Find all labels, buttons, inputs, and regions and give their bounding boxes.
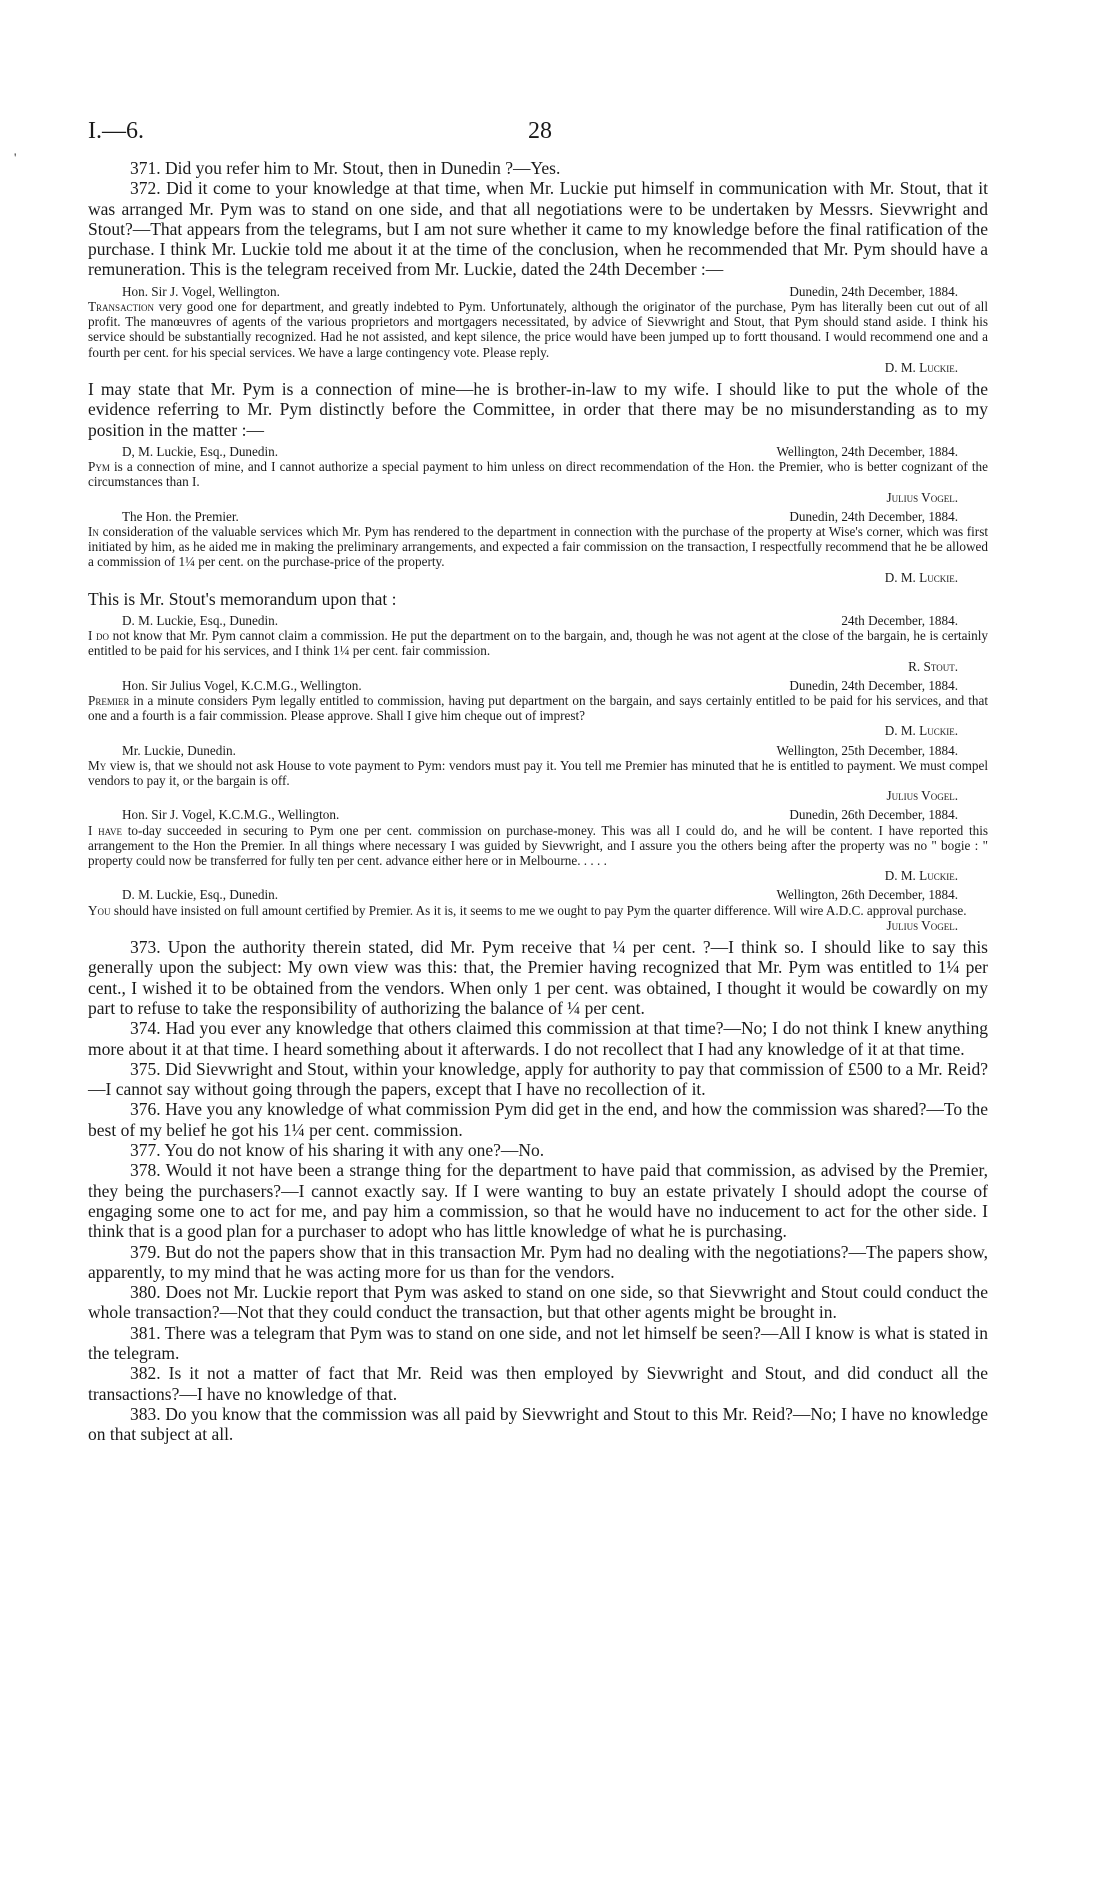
telegram-to: D. M. Luckie, Esq., Dunedin. (122, 887, 279, 903)
telegram-to: The Hon. the Premier. (122, 508, 239, 524)
telegram-place-date: Dunedin, 24th December, 1884. (789, 677, 958, 693)
telegram-place-date: Wellington, 24th December, 1884. (776, 443, 958, 459)
telegram (88, 509, 988, 585)
telegram-lead: My (88, 757, 107, 773)
telegram-to: Hon. Sir J. Vogel, Wellington. (122, 283, 280, 299)
page-number: 28 (528, 118, 552, 144)
telegram-to: D. M. Luckie, Esq., Dunedin. (122, 613, 279, 629)
telegram (88, 613, 988, 674)
telegram-lead: I do (88, 628, 110, 644)
document-page (14, 118, 988, 1445)
telegram-place-date: 24th December, 1884. (841, 613, 958, 629)
telegram-signature: D. M. Luckie. (884, 868, 958, 884)
question-379: 379. But do not the papers show that in this transaction Mr. Pym had no dealing with the negotiations?—The papers show, apparently, to my mind that he was acting more for us than for the vendors. (88, 1241, 988, 1282)
telegram-place-date: Dunedin, 24th December, 1884. (789, 508, 958, 524)
memorandum-intro: This is Mr. Stout's memorandum upon that : (88, 588, 397, 609)
telegram-place-date: Dunedin, 24th December, 1884. (789, 283, 958, 299)
telegram-signature: D. M. Luckie. (884, 569, 958, 585)
telegram-lead: You (88, 902, 111, 918)
telegram-to: Hon. Sir Julius Vogel, K.C.M.G., Wellington. (122, 677, 362, 693)
telegram-signature: R. Stout. (908, 658, 958, 674)
telegram-body: not know that Mr. Pym cannot claim a commission. He put the department on to the bargain, and, though he was not agent at the close of the bargain, he is certainly entitled to be paid for his services, and I think 1¼ per cent. fair commission. (88, 628, 988, 659)
telegram-signature: D. M. Luckie. (884, 723, 958, 739)
question-381: 381. There was a telegram that Pym was to stand on one side, and not let himself be seen?—All I know is what is stated in the telegram. (88, 1322, 988, 1364)
question-371: 371. Did you refer him to Mr. Stout, then in Dunedin ?—Yes. (130, 158, 561, 178)
telegram-body: should have insisted on full amount certified by Premier. As it is, it seems to me we ought to pay Pym the quarter difference. Will wire A.D.C. approval purchase. (110, 902, 967, 918)
telegram-place-date: Wellington, 26th December, 1884. (776, 887, 958, 903)
telegram-signature: Julius Vogel. (886, 489, 958, 505)
telegram-body: in a minute considers Pym legally entitled to commission, having put department on the bargain, and says certainly entitled to be paid for his services, and that one and a fourth is a fair commission. Please approve. Shall I give him cheque out of imprest? (88, 693, 988, 724)
telegram-signature: Julius Vogel. (886, 788, 958, 804)
question-372: 372. Did it come to your knowledge at that time, when Mr. Luckie put himself in communication with Mr. Stout, that it was arranged Mr. Pym was to stand on one side, and that all negotiations were to be undertaken by Messrs. Sievwright and Stout?—That appears from the telegrams, but I am not sure whether it came to my knowledge before the final ratification of the purchase. I think Mr. Luckie told me about it at the time of the conclusion, when he recommended that Mr. Pym should have a remuneration. This is the telegram received from Mr. Luckie, dated the 24th December :— (88, 178, 988, 280)
telegram (88, 678, 988, 739)
telegram-lead: Premier (88, 693, 130, 709)
question-382: 382. Is it not a matter of fact that Mr. Reid was then employed by Sievwright and Stout, and did conduct all the transactions?—I have no knowledge of that. (88, 1363, 988, 1404)
telegram-body: consideration of the valuable services which Mr. Pym has rendered to the department in connection with the purchase of the property at Wise's corner, which was first initiated by him, as he aided me in making the preliminary arrangements, and expected a fair commission on the transaction, I respectfully recommend that he be allowed a commission of 1¼ per cent. on the purchase-price of the property. (88, 523, 988, 570)
witness-statement: I may state that Mr. Pym is a connection of mine—he is brother-in-law to my wife. I should like to put the whole of the evidence referring to Mr. Pym distinctly before the Committee, in order that there may be no misunderstanding as to my position in the matter :— (88, 379, 988, 440)
telegram (88, 743, 988, 804)
question-380: 380. Does not Mr. Luckie report that Pym was asked to stand on one side, so that Sievwright and Stout could conduct the whole transaction?—Not that they could conduct the transaction, but that other agents might be brought in. (88, 1282, 988, 1323)
question-376: 376. Have you any knowledge of what commission Pym did get in the end, and how the commission was shared?—To the best of my belief he got his 1¼ per cent. commission. (88, 1099, 988, 1140)
question-374: 374. Had you ever any knowledge that others claimed this commission at that time?—No; I do not think I knew anything more about it at that time. I heard something about it afterwards. I do not recollect that I had any knowledge of it at that time. (88, 1018, 988, 1059)
telegram (88, 284, 988, 375)
telegram-lead: I have (88, 822, 122, 838)
telegram-to: Mr. Luckie, Dunedin. (122, 742, 236, 758)
telegram-body: view is, that we should not ask House to vote payment to Pym: vendors must pay it. You tell me Premier has minuted that he is entitled to payment. We must compel vendors to pay it, or the bargain is off. (88, 757, 988, 789)
document-reference: I.—6. (88, 118, 144, 144)
telegram-body: very good one for department, and greatly indebted to Pym. Unfortunately, although the originator of the purchase, Pym has literally been cut out of all profit. The manœuvres of agents of the various proprietors and mortgagers necessitated, by advice of Sievwright and Stout, that Pym should stand aside. I think his service should be substantially recognized. Had he not assisted, and kept silence, the price would have been jumped up to fortt thousand. I would recommend one and a fourth per cent. for his special services. We have a large contingency vote. Please reply. (88, 298, 988, 360)
margin-mark: ' (14, 150, 17, 165)
question-378: 378. Would it not have been a strange thing for the department to have paid that commission, as advised by the Premier, they being the purchasers?—I cannot exactly say. If I were wanting to buy an estate privately I should adopt the course of engaging some one to act for me, and pay him a commission, so that he would have no inducement to act for the other side. I think that is a good plan for a purchaser to adopt who has little knowledge of what he is purchasing. (88, 1160, 988, 1242)
telegram-place-date: Wellington, 25th December, 1884. (776, 742, 958, 758)
telegram (88, 887, 988, 933)
telegram-lead: In (88, 523, 99, 539)
telegram-to: D, M. Luckie, Esq., Dunedin. (122, 443, 279, 459)
question-383: 383. Do you know that the commission was all paid by Sievwright and Stout to this Mr. Reid?—No; I have no knowledge on that subject at all. (88, 1403, 988, 1445)
telegram-body: is a connection of mine, and I cannot authorize a special payment to him unless on direct recommendation of the Hon. the Premier, who is better cognizant of the circumstances than I. (88, 459, 988, 490)
question-377: 377. You do not know of his sharing it with any one?—No. (130, 1140, 545, 1161)
telegram (88, 807, 988, 883)
page-header (14, 118, 988, 165)
telegram-to: Hon. Sir J. Vogel, K.C.M.G., Wellington. (122, 807, 340, 823)
telegram (88, 444, 988, 505)
telegram-body: to-day succeeded in securing to Pym one per cent. commission on purchase-money. This was all I could do, and he will be content. I have reported this arrangement to the Hon the Premier. In all things where necessary I was guided by Sievwright, and I assure you the others being after the property was no " bogie : " property could now be transferred for fully ten per cent. advance either here or in Melbourne. . . . . (88, 822, 988, 869)
question-373: 373. Upon the authority therein stated, did Mr. Pym receive that ¼ per cent. ?—I think so. I should like to say this generally upon the subject: My own view was this: that, the Premier having recognized that Mr. Pym was entitled to 1¼ per cent., I wished it to be obtained from the vendors. When only 1 per cent. was obtained, I thought it would be cowardly on my part to refuse to take the responsibility of authorizing the balance of ¼ per cent. (88, 937, 988, 1018)
telegram-signature: D. M. Luckie. (884, 359, 958, 375)
telegram-lead: Pym (88, 459, 110, 475)
telegram-lead: Transaction (88, 298, 155, 314)
telegram-place-date: Dunedin, 26th December, 1884. (789, 807, 958, 823)
telegram-signature: Julius Vogel. (886, 917, 958, 933)
question-375: 375. Did Sievwright and Stout, within your knowledge, apply for authority to pay that commission of £500 to a Mr. Reid?—I cannot say without going through the papers, except that I have no recollection of it. (88, 1058, 988, 1100)
